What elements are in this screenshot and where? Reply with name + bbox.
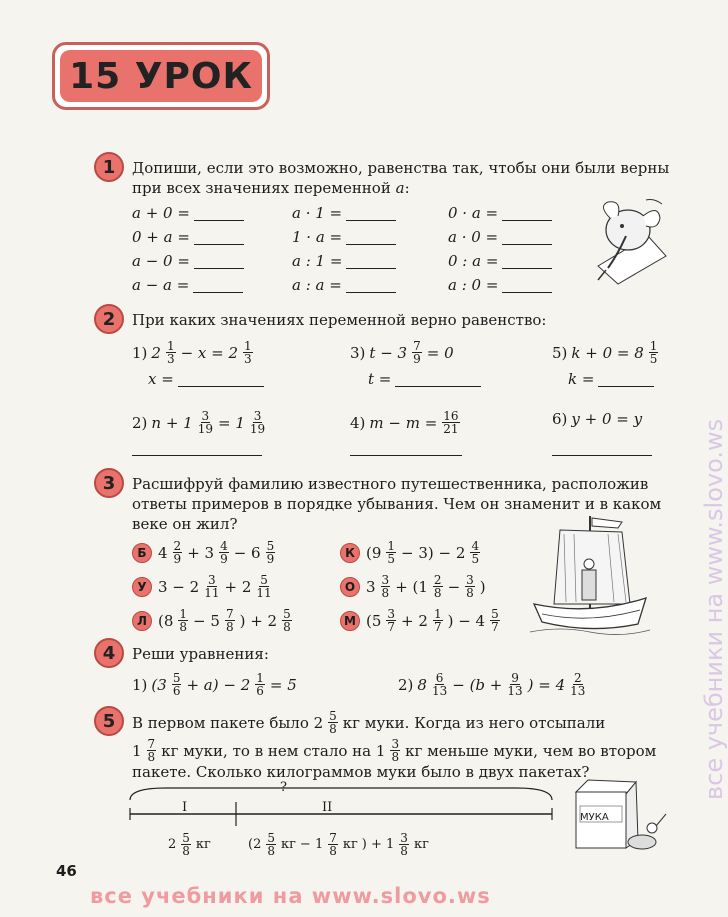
task2-item-3: 3) t − 3 $\frac{7}{9}$ = 0 (350, 339, 454, 366)
answer-blank[interactable] (346, 253, 396, 269)
answer-blank[interactable] (346, 229, 396, 245)
diagram-seg2-label: II (322, 800, 333, 815)
diagram-seg1-label: I (182, 800, 188, 815)
task4-equation-2: 2) 8 $\frac{6}{13}$ − (b + $\frac{9}{13}$ ) = 4 $\frac{2}{13}$ (398, 671, 586, 698)
task1-eq-1-1 (132, 204, 244, 222)
task3-expr-b: Б 4 $\frac{2}{9}$ + 3 $\frac{4}{9}$ − 6 $\frac{5}{9}$ (132, 540, 276, 565)
task5-text-line3: пакете. Сколько килограммов муки было в двух пакетах? (132, 763, 590, 781)
task-number-4: 4 (94, 638, 124, 668)
task2-answer-2[interactable] (132, 440, 262, 456)
task1-eq-text: a − 0 = (132, 252, 190, 270)
task3-text-line3: веке он жил? (132, 515, 238, 533)
task4-text: Реши уравнения: (132, 645, 269, 663)
diagram-seg1-value: 2 $\frac{5}{8}$ кг (168, 831, 211, 858)
task-number-2: 2 (94, 304, 124, 334)
lesson-badge (52, 42, 270, 110)
task1-eq-text: a · 0 = (448, 228, 499, 246)
watermark-side: все учебники на www.slovo.ws (700, 418, 728, 800)
task1-eq-2-3 (292, 252, 396, 270)
answer-blank[interactable] (193, 277, 243, 293)
task4-equation-1: 1) (3 $\frac{5}{6}$ + a) − 2 $\frac{1}{6}$ = 5 (132, 671, 297, 698)
task1-eq-text: 1 · a = (292, 228, 343, 246)
answer-blank[interactable] (502, 277, 552, 293)
diagram-seg2-value: (2 $\frac{5}{8}$ кг − 1 $\frac{7}{8}$ кг ) + 1 $\frac{3}{8}$ кг (248, 831, 429, 858)
task2-item-2: 2) n + 1 $\frac{3}{19}$ = 1 $\frac{3}{19}$ (132, 409, 266, 436)
task2-item-5: 5) k + 0 = 8 $\frac{1}{5}$ (552, 339, 658, 366)
task-number-1: 1 (94, 152, 124, 182)
task3-text-line2: ответы примеров в порядке убывания. Чем он знаменит и в каком (132, 495, 662, 513)
task2-answer-k[interactable]: k = (568, 370, 654, 388)
task1-eq-1-2 (132, 228, 244, 246)
task1-text-line2: при всех значениях переменной a: (132, 179, 410, 197)
task2-item-1: 1) 2 $\frac{1}{3}$ − x = 2 $\frac{1}{3}$ (132, 339, 252, 366)
task2-text: При каких значениях переменной верно равенство: (132, 311, 547, 329)
ship-illustration (530, 512, 650, 640)
answer-blank[interactable] (346, 277, 396, 293)
task1-eq-text: a : 0 = (448, 276, 499, 294)
task3-expr-k: К (9 $\frac{1}{5}$ − 3) − 2 $\frac{4}{5}$ (340, 540, 481, 565)
task1-eq-3-2 (448, 228, 552, 246)
task2-item-6: 6) y + 0 = y (552, 410, 643, 428)
task2-answer-6[interactable] (552, 440, 652, 456)
lesson-title: 15 УРОК (60, 50, 262, 102)
task3-text-line1: Расшифруй фамилию известного путешественника, расположив (132, 475, 649, 493)
task3-expr-u: У 3 − 2 $\frac{3}{11}$ + 2 $\frac{5}{11}$ (132, 574, 273, 599)
task1-eq-2-2 (292, 228, 396, 246)
task1-eq-3-1 (448, 204, 552, 222)
task-number-5: 5 (94, 706, 124, 736)
task1-eq-text: 0 · a = (448, 204, 499, 222)
task1-eq-text: a : 1 = (292, 252, 343, 270)
task-number-3: 3 (94, 468, 124, 498)
task1-eq-1-3 (132, 252, 244, 270)
watermark-bottom: все учебники на www.slovo.ws (90, 884, 491, 908)
task1-eq-1-4 (132, 276, 243, 294)
task5-text-line2: 1 $\frac{7}{8}$ кг муки, то в нем стало на 1 $\frac{3}{8}$ кг меньше муки, чем во втором (132, 737, 657, 764)
task1-text-line1: Допиши, если это возможно, равенства так, чтобы они были верны (132, 159, 670, 177)
task1-eq-text: a : a = (292, 276, 342, 294)
answer-blank[interactable] (502, 253, 552, 269)
task2-answer-4[interactable] (350, 440, 462, 456)
task3-expr-m: М (5 $\frac{3}{7}$ + 2 $\frac{1}{7}$ ) − 4 $\frac{5}{7}$ (340, 608, 501, 633)
flour-bag-label: МУКА (580, 812, 609, 823)
task1-eq-text: a − a = (132, 276, 190, 294)
page-number: 46 (56, 862, 77, 880)
task2-item-4: 4) m − m = $\frac{16}{21}$ (350, 409, 459, 436)
task1-eq-text: 0 : a = (448, 252, 499, 270)
task3-expr-o: О 3 $\frac{3}{8}$ + (1 $\frac{2}{8}$ − $\frac{3}{8}$ ) (340, 574, 486, 599)
task1-eq-text: a · 1 = (292, 204, 343, 222)
task5-text-line1: В первом пакете было 2 $\frac{5}{8}$ кг муки. Когда из него отсыпали (132, 709, 606, 736)
task2-answer-t[interactable]: t = (368, 370, 481, 388)
answer-blank[interactable] (194, 229, 244, 245)
task2-answer-x[interactable]: x = (148, 370, 264, 388)
answer-blank[interactable] (502, 205, 552, 221)
task1-eq-text: 0 + a = (132, 228, 190, 246)
answer-blank[interactable] (502, 229, 552, 245)
task1-eq-text: a + 0 = (132, 204, 190, 222)
diagram-question: ? (280, 780, 287, 795)
task1-eq-2-4 (292, 276, 396, 294)
answer-blank[interactable] (346, 205, 396, 221)
elephant-illustration (588, 196, 668, 288)
answer-blank[interactable] (194, 253, 244, 269)
task1-eq-3-3 (448, 252, 552, 270)
task1-eq-3-4 (448, 276, 552, 294)
answer-blank[interactable] (194, 205, 244, 221)
task3-expr-l: Л (8 $\frac{1}{8}$ − 5 $\frac{7}{8}$ ) + 2 $\frac{5}{8}$ (132, 608, 293, 633)
task1-eq-2-1 (292, 204, 396, 222)
